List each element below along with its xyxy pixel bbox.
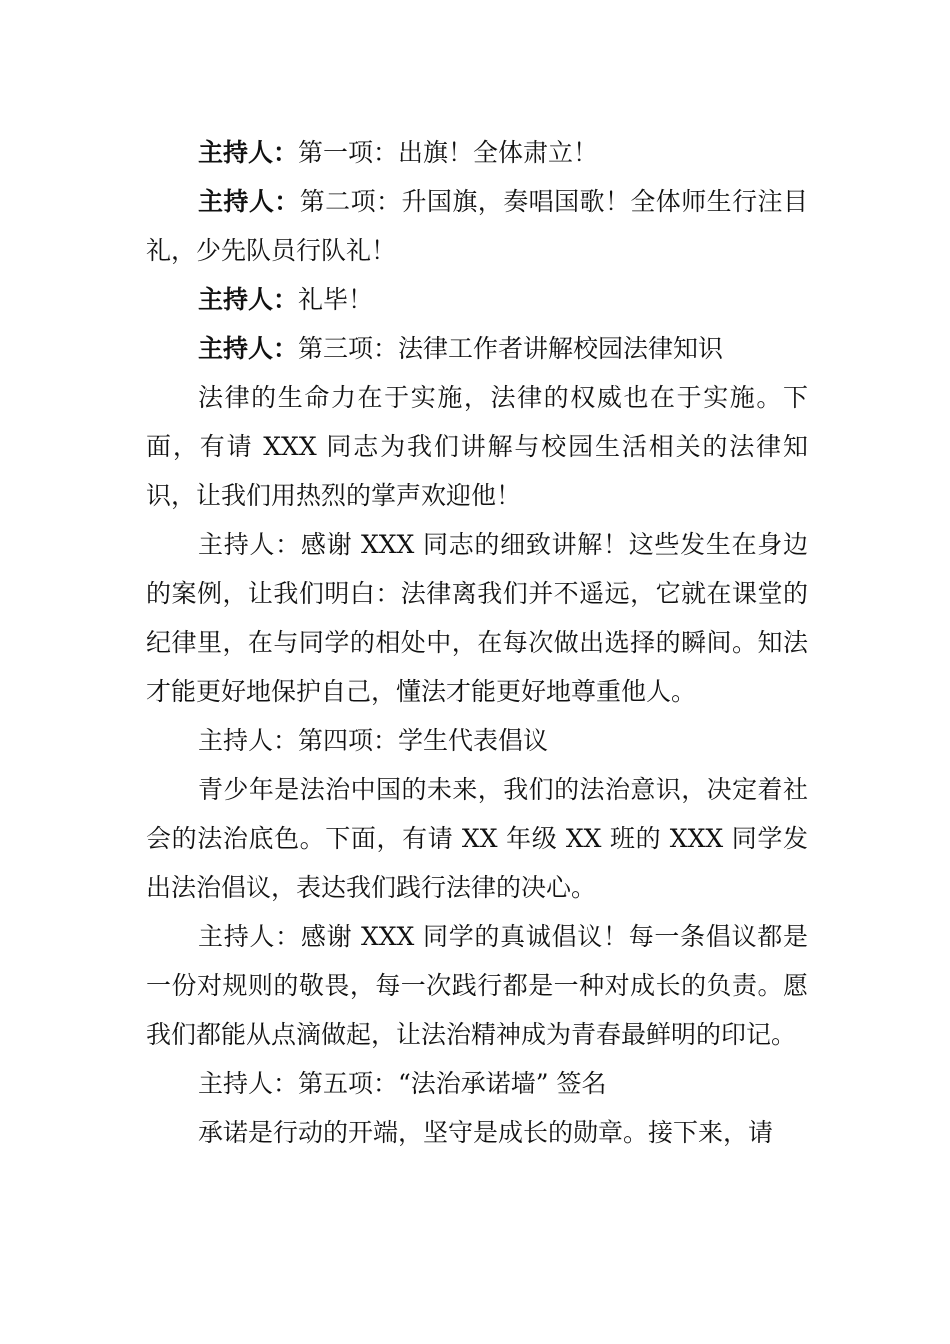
paragraph-text: 第一项：出旗！全体肃立！ [298,138,599,167]
paragraph-item-4 [146,324,808,373]
paragraph-text: 主持人：感谢 XXX 同志的细致讲解！这些发生在身边的案例，让我们明白：法律离我们并不遥远，它就在课堂的纪律里，在与同学的相处中，在每次做出选择的瞬间。知法才能更好地保护自己，懂法才能更好地尊重他人。 [146,530,808,706]
paragraph-item-6 [146,520,808,716]
document-body [146,128,808,1157]
paragraph-text: 主持人：感谢 XXX 同学的真诚倡议！每一条倡议都是一份对规则的敬畏，每一次践行都是一种对成长的负责。愿我们都能从点滴做起，让法治精神成为青春最鲜明的印记。 [146,922,808,1049]
paragraph-item-11 [146,1108,808,1157]
paragraph-text: 第三项：法律工作者讲解校园法律知识 [298,334,724,363]
paragraph-item-1 [146,128,808,177]
paragraph-text: 主持人：第四项：学生代表倡议 [198,726,549,755]
paragraph-text: 礼毕！ [298,285,374,314]
host-label: 主持人： [198,334,299,363]
host-label: 主持人： [198,138,299,167]
paragraph-text: 承诺是行动的开端，坚守是成长的勋章。接下来，请 [198,1118,774,1147]
paragraph-text: 主持人：第五项：“法治承诺墙” 签名 [198,1069,607,1098]
paragraph-item-9 [146,912,808,1059]
paragraph-text: 法律的生命力在于实施，法律的权威也在于实施。下面，有请 XXX 同志为我们讲解与校园生活相关的法律知识，让我们用热烈的掌声欢迎他！ [146,383,808,510]
paragraph-item-8 [146,765,808,912]
paragraph-item-7 [146,716,808,765]
paragraph-text: 第二项：升国旗，奏唱国歌！全体师生行注目礼，少先队员行队礼！ [146,187,808,265]
paragraph-item-10 [146,1059,808,1108]
host-label: 主持人： [198,285,299,314]
paragraph-item-5 [146,373,808,520]
paragraph-item-3 [146,275,808,324]
host-label: 主持人： [198,187,300,216]
paragraph-item-2 [146,177,808,275]
paragraph-text: 青少年是法治中国的未来，我们的法治意识，决定着社会的法治底色。下面，有请 XX 年级 XX 班的 XXX 同学发出法治倡议，表达我们践行法律的决心。 [146,775,808,902]
